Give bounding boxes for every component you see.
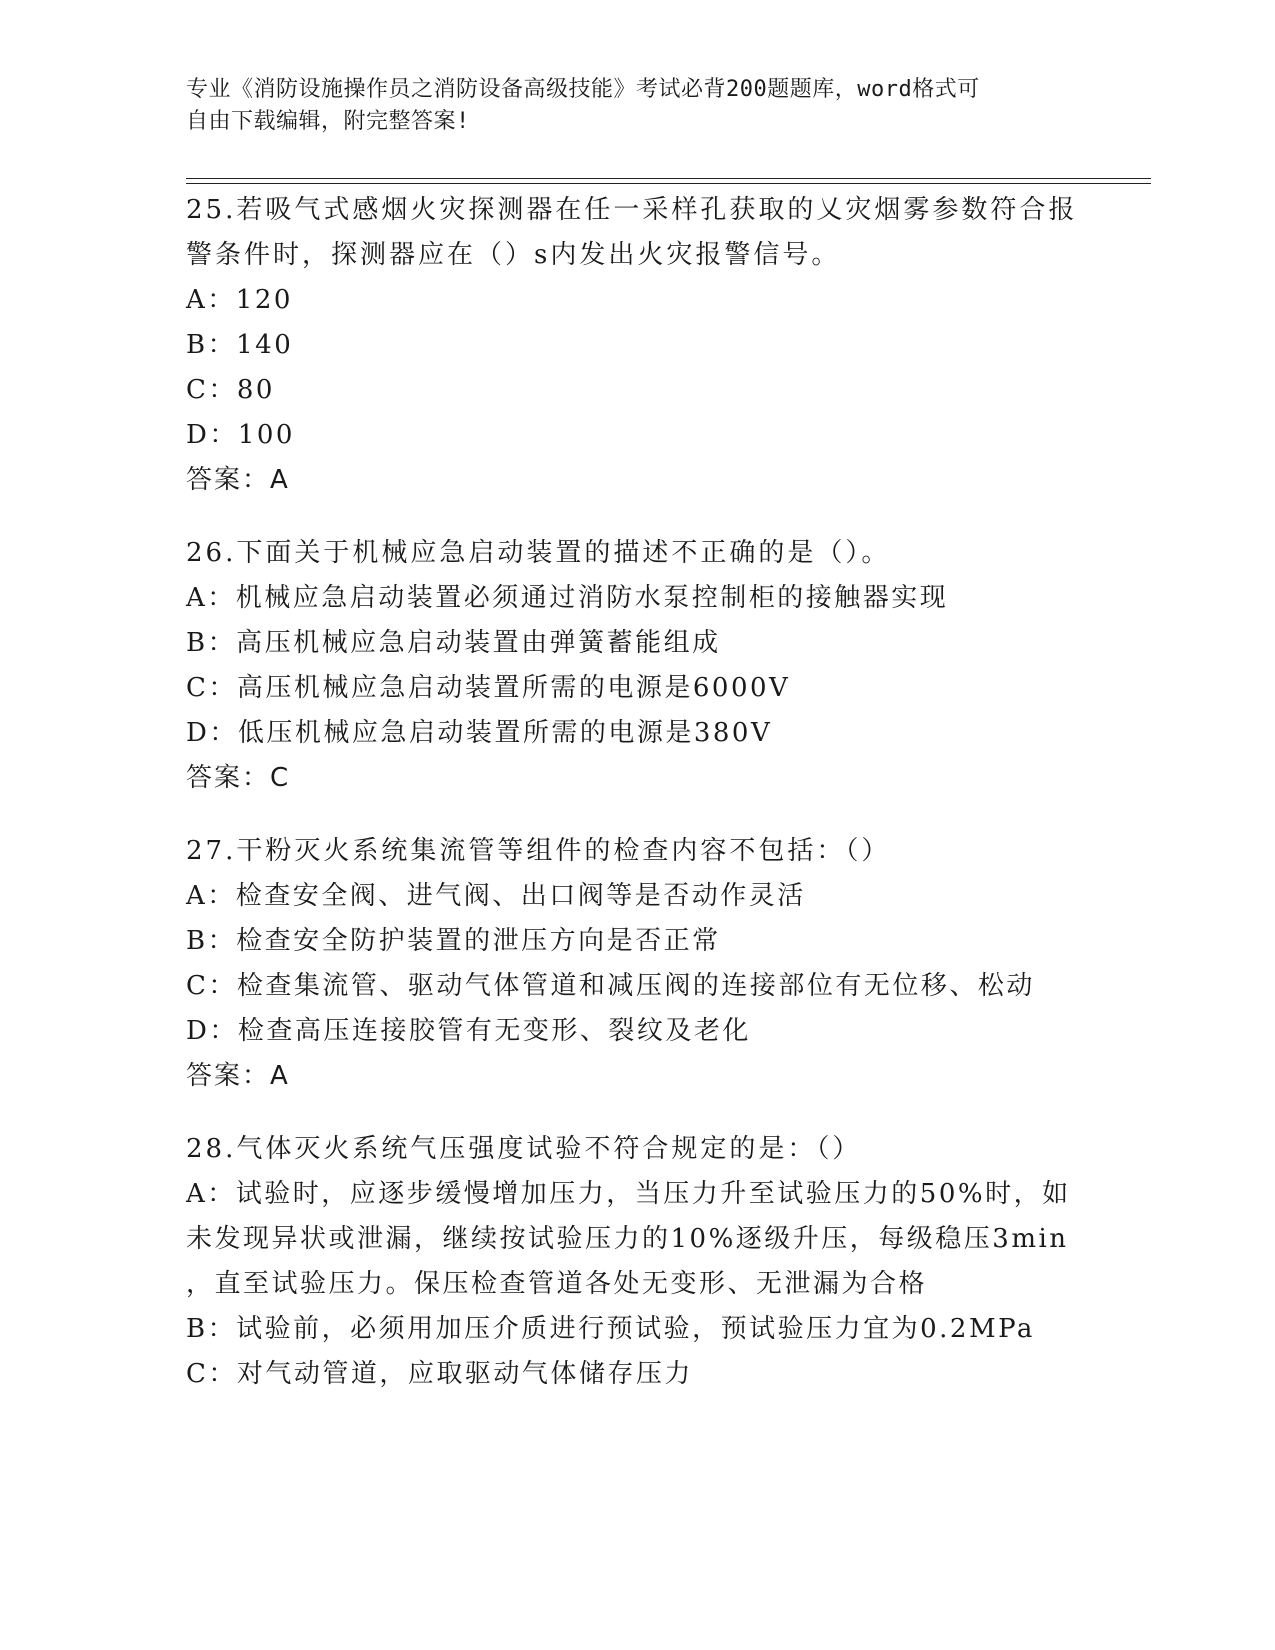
option-b: B：高压机械应急启动装置由弹簧蓄能组成 [186, 628, 721, 658]
question-list [186, 188, 1116, 1425]
option-c: C：检查集流管、驱动气体管道和减压阀的连接部位有无位移、松动 [186, 971, 1035, 1001]
header-divider-top [186, 178, 1151, 179]
answer: 答案：C [186, 763, 291, 793]
question-stem: 26.下面关于机械应急启动装置的描述不正确的是（）。 [186, 538, 891, 568]
option-d: D：低压机械应急启动装置所需的电源是380V [186, 718, 773, 748]
question-stem: 25.若吸气式感烟火灾探测器在任一采样孔获取的乂灾烟雾参数符合报 [186, 195, 1078, 225]
document-header [186, 74, 1066, 138]
option-a-continued: ，直至试验压力。保压检查管道各处无变形、无泄漏为合格 [186, 1269, 928, 1299]
question-27 [186, 829, 1116, 1099]
option-a: A：120 [186, 285, 293, 315]
option-a: A：机械应急启动装置必须通过消防水泵控制柜的接触器实现 [186, 583, 949, 613]
question-stem: 27.干粉灭火系统集流管等组件的检查内容不包括：（） [186, 836, 891, 866]
question-26 [186, 531, 1116, 801]
option-c: C：高压机械应急启动装置所需的电源是6000V [186, 673, 791, 703]
option-c: C：80 [186, 375, 275, 405]
option-b: B：试验前，必须用加压介质进行预试验，预试验压力宜为0.2MPa [186, 1314, 1035, 1344]
question-stem: 28.气体灭火系统气压强度试验不符合规定的是：（） [186, 1134, 862, 1164]
question-25 [186, 188, 1116, 503]
question-stem: 警条件时，探测器应在（）s内发出火灾报警信号。 [186, 240, 841, 270]
option-a: A：试验时，应逐步缓慢增加压力，当压力升至试验压力的50%时，如 [186, 1179, 1071, 1209]
option-d: D：100 [186, 420, 295, 450]
option-b: B：检查安全防护装置的泄压方向是否正常 [186, 926, 721, 956]
option-c: C：对气动管道，应取驱动气体储存压力 [186, 1359, 693, 1389]
answer: 答案：A [186, 465, 290, 495]
answer: 答案：A [186, 1061, 290, 1091]
option-a-continued: 未发现异状或泄漏，继续按试验压力的10%逐级升压，每级稳压3min [186, 1224, 1069, 1254]
option-a: A：检查安全阀、进气阀、出口阀等是否动作灵活 [186, 881, 806, 911]
question-28 [186, 1127, 1116, 1397]
header-divider-bottom [186, 183, 1151, 184]
header-line-2: 自由下载编辑，附完整答案! [186, 109, 470, 134]
option-d: D：检查高压连接胶管有无变形、裂纹及老化 [186, 1016, 751, 1046]
header-line-1: 专业《消防设施操作员之消防设备高级技能》考试必背200题题库，word格式可 [186, 77, 980, 102]
option-b: B：140 [186, 330, 294, 360]
